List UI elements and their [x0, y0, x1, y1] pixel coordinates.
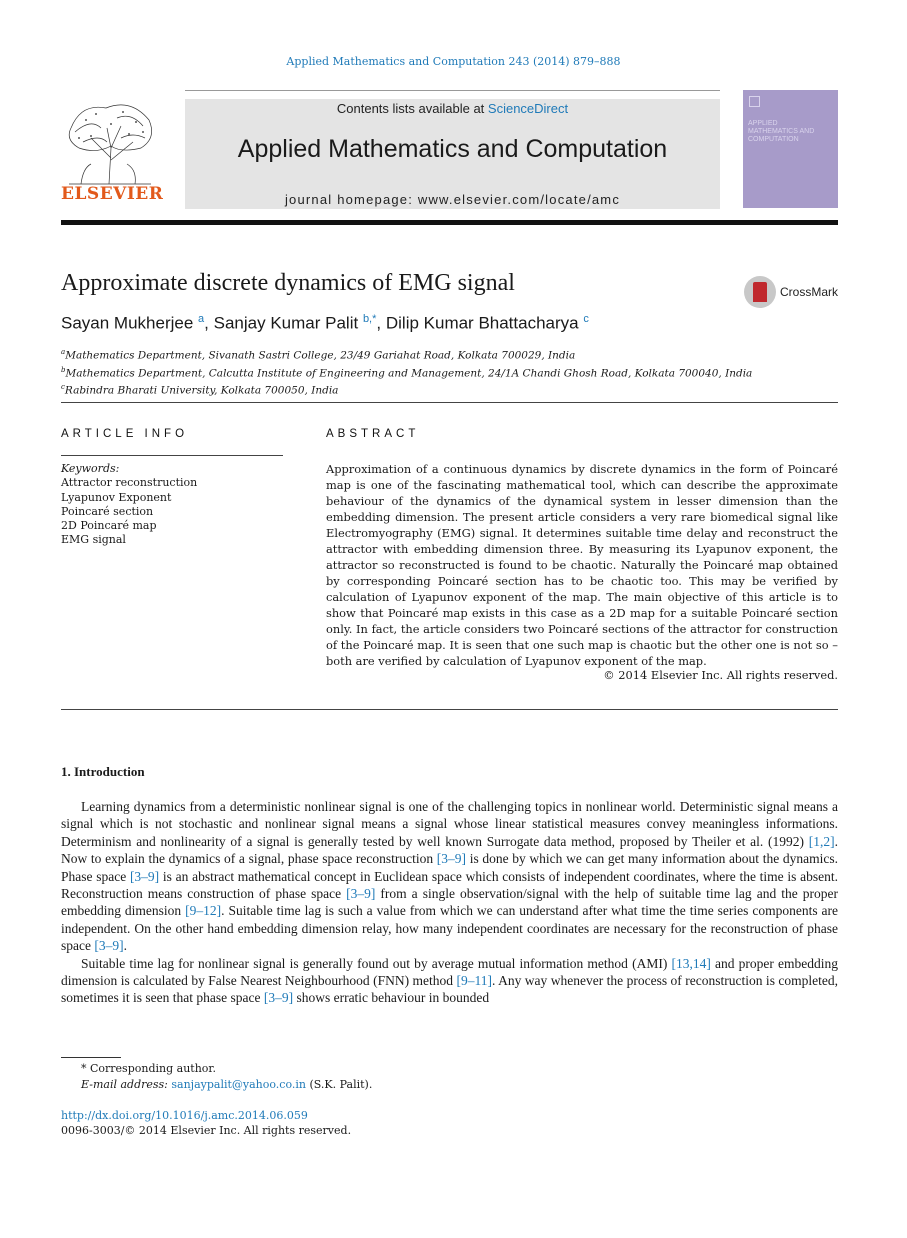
corresponding-author-note: * Corresponding author.	[81, 1062, 216, 1075]
affiliations	[61, 345, 752, 398]
citation-link[interactable]: [9–11]	[456, 973, 493, 989]
divider	[61, 402, 838, 403]
paragraph-text: Suitable time lag for nonlinear signal is generally found out by average mutual information method (AMI)	[81, 955, 672, 971]
paragraph-text: is an abstract mathematical concept in Euclidean space which consists of independent coordinates, where the time is absent. Reconstruction means construction of phase space	[61, 868, 838, 902]
keywords-block	[61, 462, 197, 548]
citation-link[interactable]: [3–9]	[129, 868, 160, 884]
header-top-rule	[185, 90, 720, 91]
journal-title: Applied Mathematics and Computation	[237, 135, 668, 163]
journal-cover-thumbnail	[743, 90, 838, 208]
elsevier-wordmark: ELSEVIER	[61, 184, 164, 204]
citation-link[interactable]: [3–9]	[436, 851, 467, 867]
abstract-text: Approximation of a continuous dynamics by discrete dynamics in the form of Poincaré map is one of the fascinating mathematical tool, which can describe the approximate behaviour of the dynamics of the dynamical system in lesser dimension than the embedding dimension. The present article considers a very rare biomedical signal like Electromyography (EMG) signal. It determines suitable time delay and reconstruct the attractor with embedding dimension three. By measuring its Lyapunov exponent, the attractor so reconstructed is found to be chaotic. Naturally the Poincaré map obtained by corresponding Poincaré section has to be chaotic too. This may be verified by calculation of Lyapunov exponent of the map. The main objective of this article is to show that Poincaré map exists in this case as a 2D map for a suitable Poincaré section only. In fact, the article considers two Poincaré sections of the attractor for construction of the Poincaré map. It is seen that one such map is chaotic but the other one is not so – both are verified by calculation of Lyapunov exponent of the map.	[326, 462, 838, 668]
cover-logo-icon	[749, 96, 760, 107]
email-link[interactable]: sanjaypalit@yahoo.co.in	[171, 1078, 306, 1091]
email-note: E-mail address: sanjaypalit@yahoo.co.in (S.K. Palit).	[81, 1078, 373, 1091]
paragraph-text: . Any way whenever the process of reconstruction is completed, sometimes it is seen that phase space	[61, 973, 838, 1006]
article-info-heading: ARTICLE INFO	[61, 428, 189, 440]
paragraph	[61, 955, 838, 1007]
paragraph-text: Learning dynamics from a deterministic nonlinear signal is one of the challenging topics in nonlinear world. Deterministic signal means a signal which is not stochastic and nonlinear signal means a signal whose linear statistical measures convey meaningless informations. Determinism and nonlinearity of a signal is generally tested by well known Surrogate data method, proposed by Theiler et al. (1992)	[61, 799, 838, 849]
contents-line	[185, 101, 720, 116]
cover-title: APPLIED MATHEMATICS AND COMPUTATION	[748, 120, 815, 143]
crossmark-label: CrossMark	[780, 285, 839, 299]
author-name: Sayan Mukherjee	[61, 313, 194, 333]
author-affil-sup[interactable]: c	[583, 313, 589, 325]
citation-link[interactable]: [3–9]	[263, 990, 294, 1006]
paragraph	[61, 798, 838, 955]
paragraph-text: . Suitable time lag is such a value from which we can understand after what time the time series components are independent. On the other hand embedding dimension relay, how many independent coordinates are necessary for the reconstruction of phase space	[61, 903, 839, 954]
keyword: EMG signal	[61, 533, 126, 547]
footnotes	[61, 1061, 372, 1093]
footnote-rule	[61, 1057, 121, 1058]
abstract-copyright: © 2014 Elsevier Inc. All rights reserved.	[603, 668, 838, 682]
keyword: 2D Poincaré map	[61, 519, 157, 533]
article-info-rule	[61, 455, 283, 456]
paragraph-text: is done by which we can get many information about the dynamics. Phase space	[61, 851, 838, 884]
elsevier-logo	[61, 98, 164, 210]
affiliation: $^b$Mathematics Department, Calcutta Institute of Engineering and Management, 24/1A Chandi Ghosh Road, Kolkata 700040, India	[61, 365, 753, 379]
journal-header-box	[185, 99, 720, 209]
paragraph-text: and proper embedding dimension is calculated by False Nearest Neighbourhood (FNN) method	[61, 955, 838, 989]
divider	[61, 709, 838, 710]
author-affil-sup[interactable]: b,*	[362, 313, 377, 325]
intro-body	[61, 798, 838, 1007]
doi-block	[61, 1108, 351, 1138]
keyword: Poincaré section	[61, 504, 154, 518]
section-heading: 1. Introduction	[61, 764, 145, 779]
author-list: Sayan Mukherjee $^a$, Sanjay Kumar Palit $^{b,*}$, Dilip Kumar Bhattacharya $^c$	[61, 313, 589, 333]
crossmark-icon	[744, 276, 776, 308]
keyword: Lyapunov Exponent	[61, 490, 172, 504]
paragraph-text: . Now to explain the dynamics of a signal, phase space reconstruction	[61, 833, 838, 867]
journal-citation[interactable]: Applied Mathematics and Computation 243 (2014) 879–888	[286, 55, 621, 68]
citation-link[interactable]: [3–9]	[346, 886, 376, 902]
author-name: Sanjay Kumar Palit	[213, 313, 359, 333]
citation-link[interactable]: [9–12]	[185, 903, 222, 919]
journal-homepage[interactable]: journal homepage: www.elsevier.com/locate/amc	[284, 192, 621, 207]
abstract-heading: ABSTRACT	[326, 428, 420, 440]
affiliation: $^c$Rabindra Bharati University, Kolkata 700050, India	[61, 383, 339, 397]
paragraph-text: shows erratic behaviour in bounded	[293, 990, 490, 1006]
paragraph-text: .	[123, 938, 127, 954]
paragraph-text: from a single observation/signal with the help of suitable time lag and the proper embedding dimension	[61, 886, 838, 919]
citation-link[interactable]: [3–9]	[94, 938, 124, 954]
elsevier-tree-icon	[61, 98, 159, 186]
crossmark-badge[interactable]	[744, 276, 838, 308]
doi-link[interactable]: http://dx.doi.org/10.1016/j.amc.2014.06.059	[61, 1109, 308, 1122]
sciencedirect-link[interactable]: ScienceDirect	[487, 101, 569, 116]
citation-link[interactable]: [1,2]	[808, 833, 835, 849]
keyword: Attractor reconstruction	[61, 476, 198, 490]
article-title: Approximate discrete dynamics of EMG signal	[61, 270, 515, 296]
author-affil-sup[interactable]: a	[198, 313, 205, 325]
keywords-label: Keywords:	[61, 462, 120, 475]
contents-prefix: Contents lists available at	[336, 101, 488, 116]
issn-line: 0096-3003/© 2014 Elsevier Inc. All rights reserved.	[61, 1124, 352, 1137]
citation-link[interactable]: [13,14]	[671, 955, 711, 971]
affiliation: $^a$Mathematics Department, Sivanath Sastri College, 23/49 Gariahat Road, Kolkata 700029, India	[61, 348, 576, 362]
header-divider	[61, 220, 838, 225]
author-name: Dilip Kumar Bhattacharya	[385, 313, 579, 333]
